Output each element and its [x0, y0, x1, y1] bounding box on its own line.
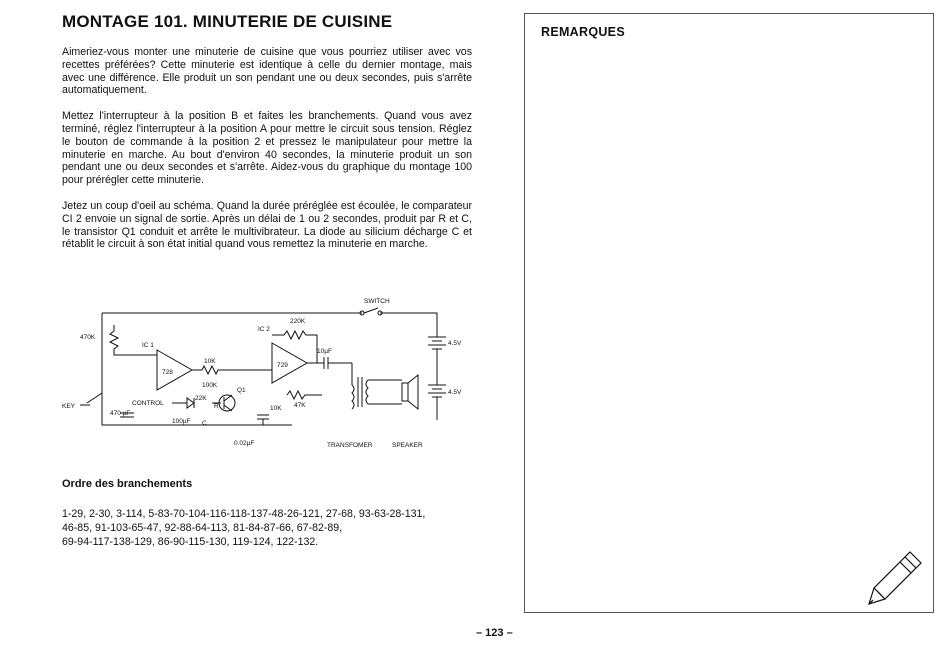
battery1-label: 4.5V — [448, 340, 462, 347]
transformer-label: TRANSFOMER — [327, 442, 373, 449]
connections-list — [62, 508, 472, 549]
c10-label: 10µF — [317, 348, 332, 355]
key-label: KEY — [62, 403, 76, 410]
page-title: MONTAGE 101. MINUTERIE DE CUISINE — [62, 12, 393, 31]
speaker-label: SPEAKER — [392, 442, 423, 449]
q1-label: Q1 — [237, 387, 246, 394]
r220k-label: 220K — [290, 318, 306, 325]
ic1-label: IC 1 — [142, 342, 154, 349]
r470k-label: 470K — [80, 334, 96, 341]
connections-line: 46-85, 91-103-65-47, 92-88-64-113, 81-84-87-66, 67-82-89, — [62, 521, 343, 534]
pencil-icon — [865, 548, 925, 608]
c100-label: 100µF — [172, 418, 191, 425]
paragraph-schema: Jetez un coup d'oeil au schéma. Quand la durée préréglée est écoulée, le comparateur CI 2 envoie un signal de sortie. Après un délai de 1 ou 2 secondes, produit par R et C, le transistor Q1 conduit et arrête le multivibrateur. La diode au silicium décharge C et rétablit le circuit à son état initial quand vous remettez la minuterie en marche. — [62, 199, 472, 251]
chip2-label: 729 — [277, 362, 288, 369]
r10k-b-label: 10K — [270, 405, 282, 412]
r47k-label: 47K — [294, 402, 306, 409]
r-label: R — [214, 403, 219, 410]
paragraph-intro: Aimeriez-vous monter une minuterie de cuisine que vous pourriez utiliser avec vos recettes préférées? Cette minuterie est identique à celle du dernier montage, mais avec une différence. Elle produit un son pendant une ou deux secondes, puis s'arrête automatiquement. — [62, 46, 472, 97]
connections-line: 69-94-117-138-129, 86-90-115-130, 119-124, 122-132. — [62, 535, 319, 548]
remarks-box — [524, 13, 934, 613]
connections-line: 1-29, 2-30, 3-114, 5-83-70-104-116-118-137-48-26-121, 27-68, 93-63-28-131, — [62, 508, 426, 520]
c-label: C — [202, 420, 207, 427]
left-column — [62, 12, 472, 264]
chip1-label: 728 — [162, 369, 173, 376]
ic2-label: IC 2 — [258, 326, 270, 333]
page-number: – 123 – — [476, 627, 513, 639]
switch-label: SWITCH — [364, 298, 390, 305]
r22k-label: 22K — [195, 395, 207, 402]
c002-label: 0.02µF — [234, 440, 255, 447]
battery2-label: 4.5V — [448, 389, 462, 396]
r10k-label: 10K — [204, 358, 216, 365]
connections-title: Ordre des branchements — [62, 478, 193, 490]
r100k-label: 100K — [202, 382, 218, 389]
c470-label: 470 µF — [110, 410, 131, 417]
circuit-schematic — [62, 295, 472, 455]
paragraph-instructions: Mettez l'interrupteur à la position B et faites les branchements. Quand vous avez terminé, réglez l'interrupteur à la position A pour mettre le circuit sous tension. Réglez le bouton de commande à la position 2 et pressez le manipulateur pour mettre la minuterie en marche. Au bout d'environ 40 secondes, la minuterie produit un son pendant une ou deux secondes et s'arrête. Aidez-vous du graphique du montage 100 pour prérégler cette minuterie. — [62, 110, 472, 187]
remarks-title: REMARQUES — [541, 25, 625, 39]
control-label: CONTROL — [132, 400, 164, 407]
